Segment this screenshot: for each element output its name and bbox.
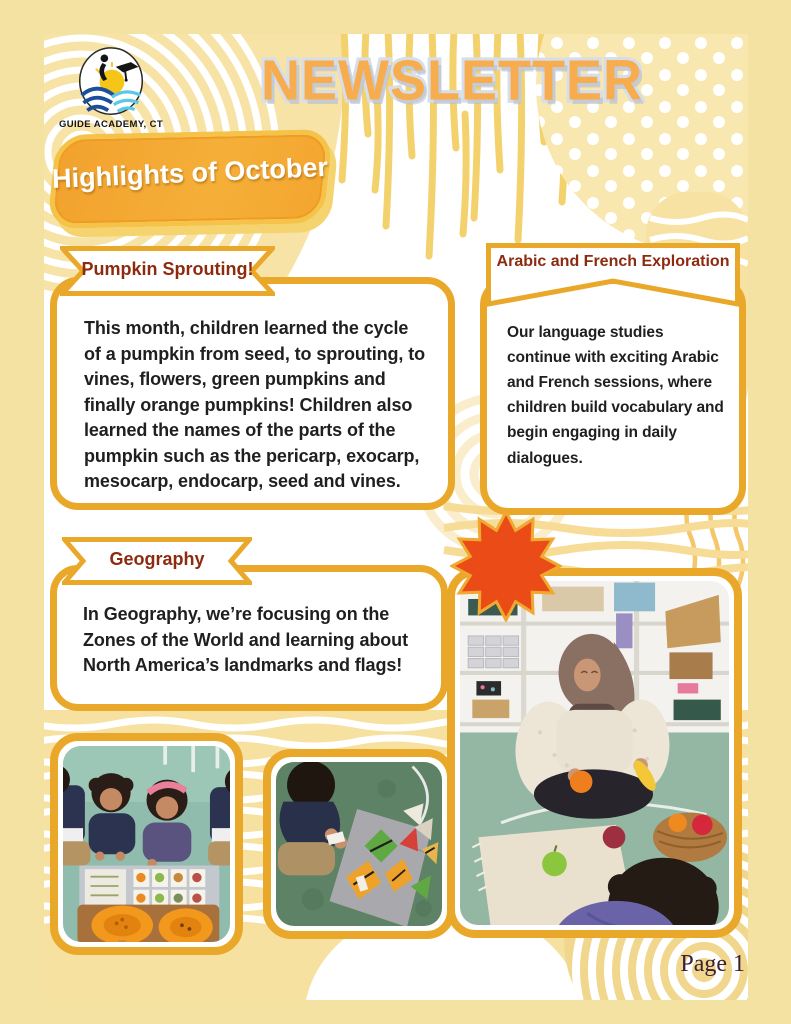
highlights-banner-text: Highlights of October [51,151,329,195]
section-pumpkin-header: Pumpkin Sprouting! [81,259,254,279]
photo-teacher-fruit-lesson-image [460,581,729,925]
section-pumpkin-body: This month, children learned the cycle of a pumpkin from seed, to sprouting, to vines, flowers, green pumpkins and finally orange pumpkins! Children also learned the names of the parts of the pumpkin such as the pericarp, exocarp, mesocarp, endocarp, seed and vines. [84,318,425,492]
section-geography-ribbon [62,537,252,585]
section-arabic-header: Arabic and French Exploration [496,253,730,270]
section-pumpkin-ribbon [60,246,275,296]
photo-children-pumpkin-cards-image [63,746,230,942]
school-logo [56,46,166,134]
newsletter-title: NEWSLETTER [261,49,643,113]
photo-teacher-fruit-lesson [447,568,742,938]
child-left [89,773,136,861]
photo-child-triangle-shapes-image [276,762,442,926]
page-number: Page 1 [680,951,745,977]
section-pumpkin-box [50,277,455,510]
photo-children-pumpkin-cards [50,733,243,955]
child-right [143,780,192,869]
photo-child-triangle-shapes [263,749,455,939]
section-geography-body: In Geography, we’re focusing on the Zones of the World and learning about North America’s landmarks and flags! [83,604,408,676]
section-arabic-box [480,277,746,515]
section-geography-box [50,565,448,711]
school-logo-icon [68,46,154,118]
section-geography-header: Geography [109,549,205,569]
section-arabic-body: Our language studies continue with exciting Arabic and French sessions, where children build vocabulary and begin engaging in daily dialogues. [507,324,724,467]
highlights-banner [52,132,328,226]
starburst-icon [450,510,562,622]
section-arabic-banner [486,243,740,309]
logo-caption: GUIDE ACADEMY, CT [58,119,164,130]
